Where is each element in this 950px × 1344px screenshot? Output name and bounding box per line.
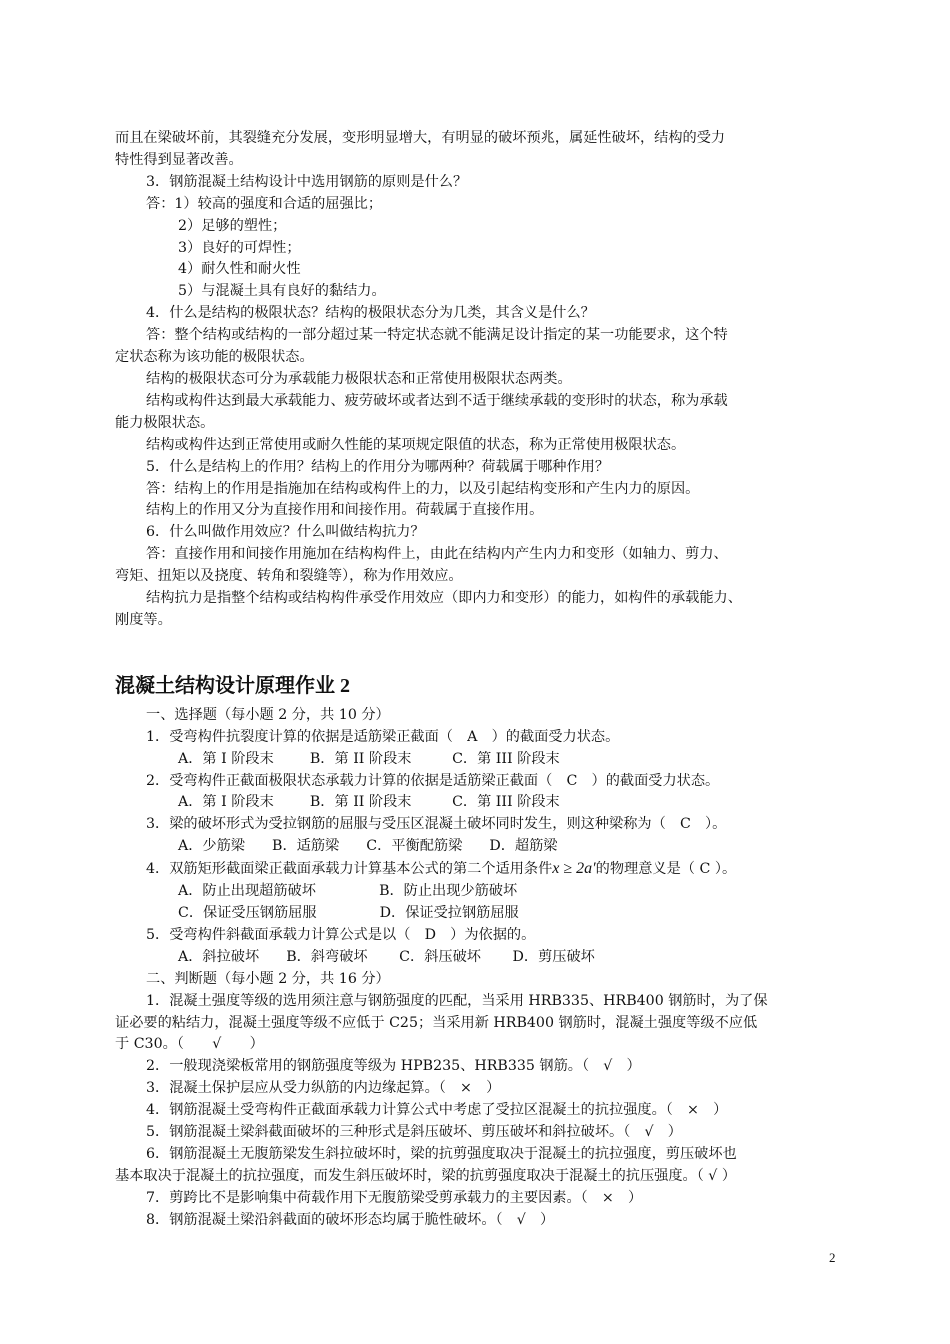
question-3: 3．钢筋混凝土结构设计中选用钢筋的原则是什么？ xyxy=(146,173,468,190)
answer-line: 刚度等。 xyxy=(115,611,172,628)
answer-line: 答：直接作用和间接作用施加在结构构件上，由此在结构内产生内力和变形（如轴力、剪力、 xyxy=(146,546,728,563)
choice-question-2: 2．受弯构件正截面极限状态承载力计算的依据是适筋梁正截面（ C ）的截面受力状态。 xyxy=(146,772,720,789)
page-number: 2 xyxy=(829,1250,836,1265)
judgement-4: 4．钢筋混凝土受弯构件正截面承载力计算公式中考虑了受拉区混凝土的抗拉强度。（ × ） xyxy=(146,1102,728,1119)
judgement-1-cont: 证必要的粘结力，混凝土强度等级不应低于 C25；当采用新 HRB400 钢筋时，混凝土强度等级不应低 xyxy=(115,1014,758,1031)
choice-question-5: 5．受弯构件斜截面承载力计算公式是以（ D ）为依据的。 xyxy=(146,926,536,943)
choice-options: A．少筋梁 B．适筋梁 C．平衡配筋梁 D．超筋梁 xyxy=(178,838,558,855)
judgement-1-cont: 于 C30。（ √ ） xyxy=(115,1036,264,1053)
question-5: 5．什么是结构上的作用？结构上的作用分为哪两种？荷载属于哪种作用？ xyxy=(146,458,610,475)
section-title-judgement: 二、判断题（每小题 2 分，共 16 分） xyxy=(146,970,390,987)
choice-question-4 xyxy=(115,858,838,881)
text-line: 而且在梁破坏前，其裂缝充分发展，变形明显增大，有明显的破坏预兆，属延性破坏，结构的受力 xyxy=(115,130,726,146)
choice-options: C．保证受压钢筋屈服 D．保证受拉钢筋屈服 xyxy=(178,905,519,921)
answer-line: 答：整个结构或结构的一部分超过某一特定状态就不能满足设计指定的某一功能要求，这个特 xyxy=(146,327,728,344)
answer-line: 3）良好的可焊性； xyxy=(178,239,301,256)
formula: x ≥ 2a′ xyxy=(552,860,596,878)
judgement-8: 8．钢筋混凝土梁沿斜截面的破坏形态均属于脆性破坏。（ √ ） xyxy=(146,1211,555,1228)
question-text: 的物理意义是（ C ）。 xyxy=(595,861,737,878)
judgement-3: 3．混凝土保护层应从受力纵筋的内边缘起算。（ × ） xyxy=(146,1080,501,1097)
choice-question-3: 3．梁的破坏形式为受拉钢筋的屈服与受压区混凝土破坏同时发生，则这种梁称为（ C ）。 xyxy=(146,816,727,833)
section-title-choice: 一、选择题（每小题 2 分，共 10 分） xyxy=(146,706,390,723)
choice-options: A．防止出现超筋破坏 B．防止出现少筋破坏 xyxy=(178,883,518,900)
answer-line: 定状态称为该功能的极限状态。 xyxy=(115,349,314,366)
answer-line: 能力极限状态。 xyxy=(115,414,215,431)
question-4: 4．什么是结构的极限状态？结构的极限状态分为几类，其含义是什么？ xyxy=(146,305,595,322)
answer-line: 结构上的作用又分为直接作用和间接作用。荷载属于直接作用。 xyxy=(146,502,544,519)
judgement-1: 1．混凝土强度等级的选用须注意与钢筋强度的匹配，当采用 HRB335、HRB400 钢筋时，为了保 xyxy=(146,992,768,1009)
judgement-6: 6．钢筋混凝土无腹筋梁发生斜拉破坏时，梁的抗剪强度取决于混凝土的抗拉强度，剪压破坏也 xyxy=(146,1145,737,1162)
text-line: 特性得到显著改善。 xyxy=(115,151,243,168)
answer-line: 结构或构件达到正常使用或耐久性能的某项规定限值的状态，称为正常使用极限状态。 xyxy=(146,436,686,453)
choice-options: A．斜拉破坏 B．斜弯破坏 C．斜压破坏 D．剪压破坏 xyxy=(178,948,595,965)
answer-line: 弯矩、扭矩以及挠度、转角和裂缝等），称为作用效应。 xyxy=(115,568,463,585)
section-heading: 混凝土结构设计原理作业 2 xyxy=(115,674,350,697)
judgement-2: 2．一般现浇梁板常用的钢筋强度等级为 HPB235、HRB335 钢筋。（ √ ） xyxy=(146,1058,641,1075)
judgement-6-cont: 基本取决于混凝土的抗拉强度，而发生斜压破坏时，梁的抗剪强度取决于混凝土的抗压强度。（ √ ） xyxy=(115,1167,737,1184)
answer-line: 5）与混凝土具有良好的黏结力。 xyxy=(178,283,386,300)
page-content xyxy=(115,128,838,1232)
answer-line: 结构的极限状态可分为承载能力极限状态和正常使用极限状态两类。 xyxy=(146,370,572,387)
judgement-7: 7．剪跨比不是影响集中荷载作用下无腹筋梁受剪承载力的主要因素。（ × ） xyxy=(146,1189,643,1206)
answer-line: 结构或构件达到最大承载能力、疲劳破坏或者达到不适于继续承载的变形时的状态，称为承载 xyxy=(146,392,728,409)
answer-line: 2）足够的塑性； xyxy=(178,217,287,234)
question-6: 6．什么叫做作用效应？什么叫做结构抗力？ xyxy=(146,524,425,541)
answer-line: 答：1）较高的强度和合适的屈强比； xyxy=(146,195,383,212)
answer-line: 答：结构上的作用是指施加在结构或构件上的力，以及引起结构变形和产生内力的原因。 xyxy=(146,480,700,497)
answer-line: 4）耐久性和耐火性 xyxy=(178,261,301,278)
question-text: 4．双筋矩形截面梁正截面承载力计算基本公式的第二个适用条件 xyxy=(146,861,553,878)
choice-options: A．第 I 阶段末 B．第 II 阶段末 C．第 III 阶段末 xyxy=(178,794,560,811)
answer-line: 结构抗力是指整个结构或结构构件承受作用效应（即内力和变形）的能力，如构件的承载能力、 xyxy=(146,590,742,607)
choice-options: A．第 I 阶段末 B．第 II 阶段末 C．第 III 阶段末 xyxy=(178,750,560,767)
judgement-5: 5．钢筋混凝土梁斜截面破坏的三种形式是斜压破坏、剪压破坏和斜拉破坏。（ √ ） xyxy=(146,1124,682,1141)
choice-question-1: 1．受弯构件抗裂度计算的依据是适筋梁正截面（ A ）的截面受力状态。 xyxy=(146,728,620,745)
